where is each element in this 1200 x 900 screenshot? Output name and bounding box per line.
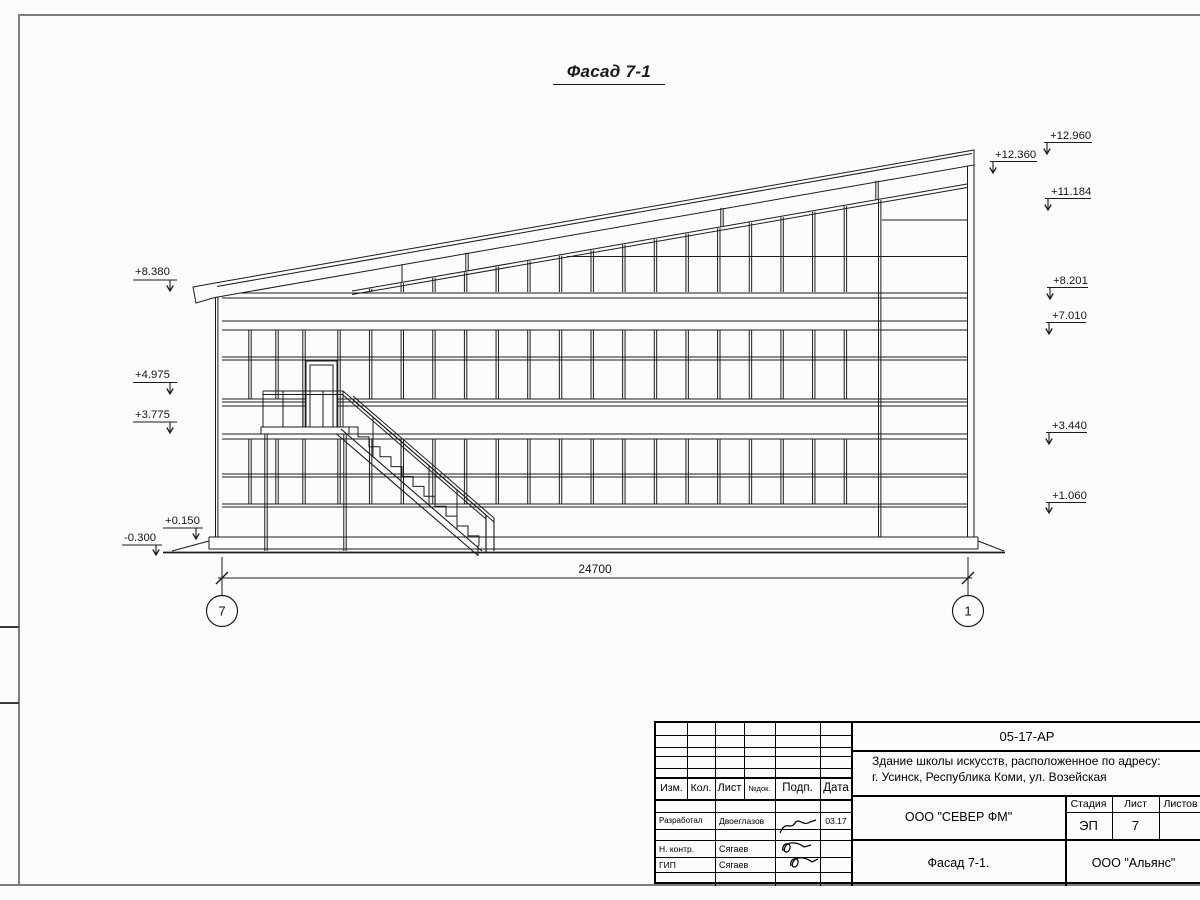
svg-text:+7.010: +7.010 bbox=[1052, 310, 1087, 322]
tb-name: Сягаев bbox=[719, 843, 749, 854]
svg-text:+12.360: +12.360 bbox=[995, 149, 1037, 161]
tb-date: 03.17 bbox=[825, 815, 847, 826]
tb-name: Двоеглазов bbox=[719, 815, 765, 826]
svg-text:+3.775: +3.775 bbox=[135, 409, 170, 421]
elevation-mark bbox=[122, 532, 162, 555]
tb-sheet-label: Лист bbox=[1124, 797, 1147, 810]
elevation-mark bbox=[1046, 310, 1087, 334]
title-block bbox=[654, 721, 1200, 884]
tb-name: Сягаев bbox=[719, 859, 749, 870]
tb-col-data: Дата bbox=[823, 782, 849, 794]
tb-stage-label: Стадия bbox=[1070, 797, 1107, 810]
elevation-mark bbox=[133, 369, 177, 394]
tb-contractor: ООО "Альянс" bbox=[1091, 855, 1176, 870]
svg-text:-0.300: -0.300 bbox=[124, 532, 157, 544]
tb-view-name: Фасад 7-1. bbox=[927, 855, 990, 870]
tb-role: ГИП bbox=[659, 859, 676, 870]
roof-fascia bbox=[193, 150, 974, 303]
tb-role: Н. контр. bbox=[659, 843, 695, 854]
svg-text:+1.060: +1.060 bbox=[1052, 490, 1087, 502]
tb-company: ООО "СЕВЕР ФМ" bbox=[904, 810, 1013, 824]
tb-col-podp: Подп. bbox=[782, 782, 813, 794]
svg-text:+4.975: +4.975 bbox=[135, 369, 170, 381]
signature bbox=[777, 813, 819, 839]
tb-doc-number: 05-17-АР bbox=[999, 729, 1055, 744]
tb-col-izm: Изм. bbox=[660, 782, 683, 794]
svg-text:+3.440: +3.440 bbox=[1052, 420, 1087, 432]
tb-sheets-label: Листов bbox=[1163, 797, 1198, 810]
tb-role: Разработал bbox=[659, 816, 703, 825]
svg-text:24700: 24700 bbox=[578, 562, 612, 576]
plinth-ground bbox=[163, 537, 1005, 553]
svg-text:1: 1 bbox=[964, 603, 972, 619]
tb-stage-value: ЭП bbox=[1079, 818, 1098, 833]
elevation-mark bbox=[1046, 490, 1087, 513]
elevation-mark bbox=[133, 409, 177, 433]
elevation-marks-left bbox=[122, 266, 203, 555]
elevation-mark bbox=[1045, 186, 1092, 210]
axis-markers bbox=[207, 578, 984, 627]
elevation-mark bbox=[133, 266, 177, 291]
tb-col-ndok: №док. bbox=[748, 783, 771, 793]
tb-project-name-2: г. Усинск, Республика Коми, ул. Возейская bbox=[872, 769, 1107, 784]
svg-text:+8.380: +8.380 bbox=[135, 266, 170, 278]
elevation-mark bbox=[1047, 275, 1088, 299]
svg-text:+0.150: +0.150 bbox=[165, 515, 200, 527]
dimension-line bbox=[216, 557, 974, 584]
tb-col-list: Лист bbox=[717, 782, 742, 794]
signature bbox=[777, 839, 821, 873]
svg-text:+11.184: +11.184 bbox=[1051, 186, 1092, 198]
elevation-mark bbox=[990, 149, 1037, 173]
elevation-mark bbox=[1046, 420, 1087, 444]
tb-project-name-1: Здание школы искусств, расположенное по адресу: bbox=[872, 753, 1161, 768]
facade-body bbox=[216, 150, 975, 537]
elevation-mark bbox=[163, 515, 203, 539]
elevation-mark bbox=[1044, 130, 1092, 154]
drawing-view-title: Фасад 7-1 bbox=[553, 62, 665, 85]
svg-text:+12.960: +12.960 bbox=[1050, 130, 1092, 142]
tb-col-kol: Кол. bbox=[690, 782, 712, 794]
elevation-marks-right bbox=[990, 130, 1092, 513]
tb-sheet-value: 7 bbox=[1131, 818, 1140, 833]
svg-text:+8.201: +8.201 bbox=[1053, 275, 1088, 287]
svg-text:7: 7 bbox=[218, 603, 226, 619]
